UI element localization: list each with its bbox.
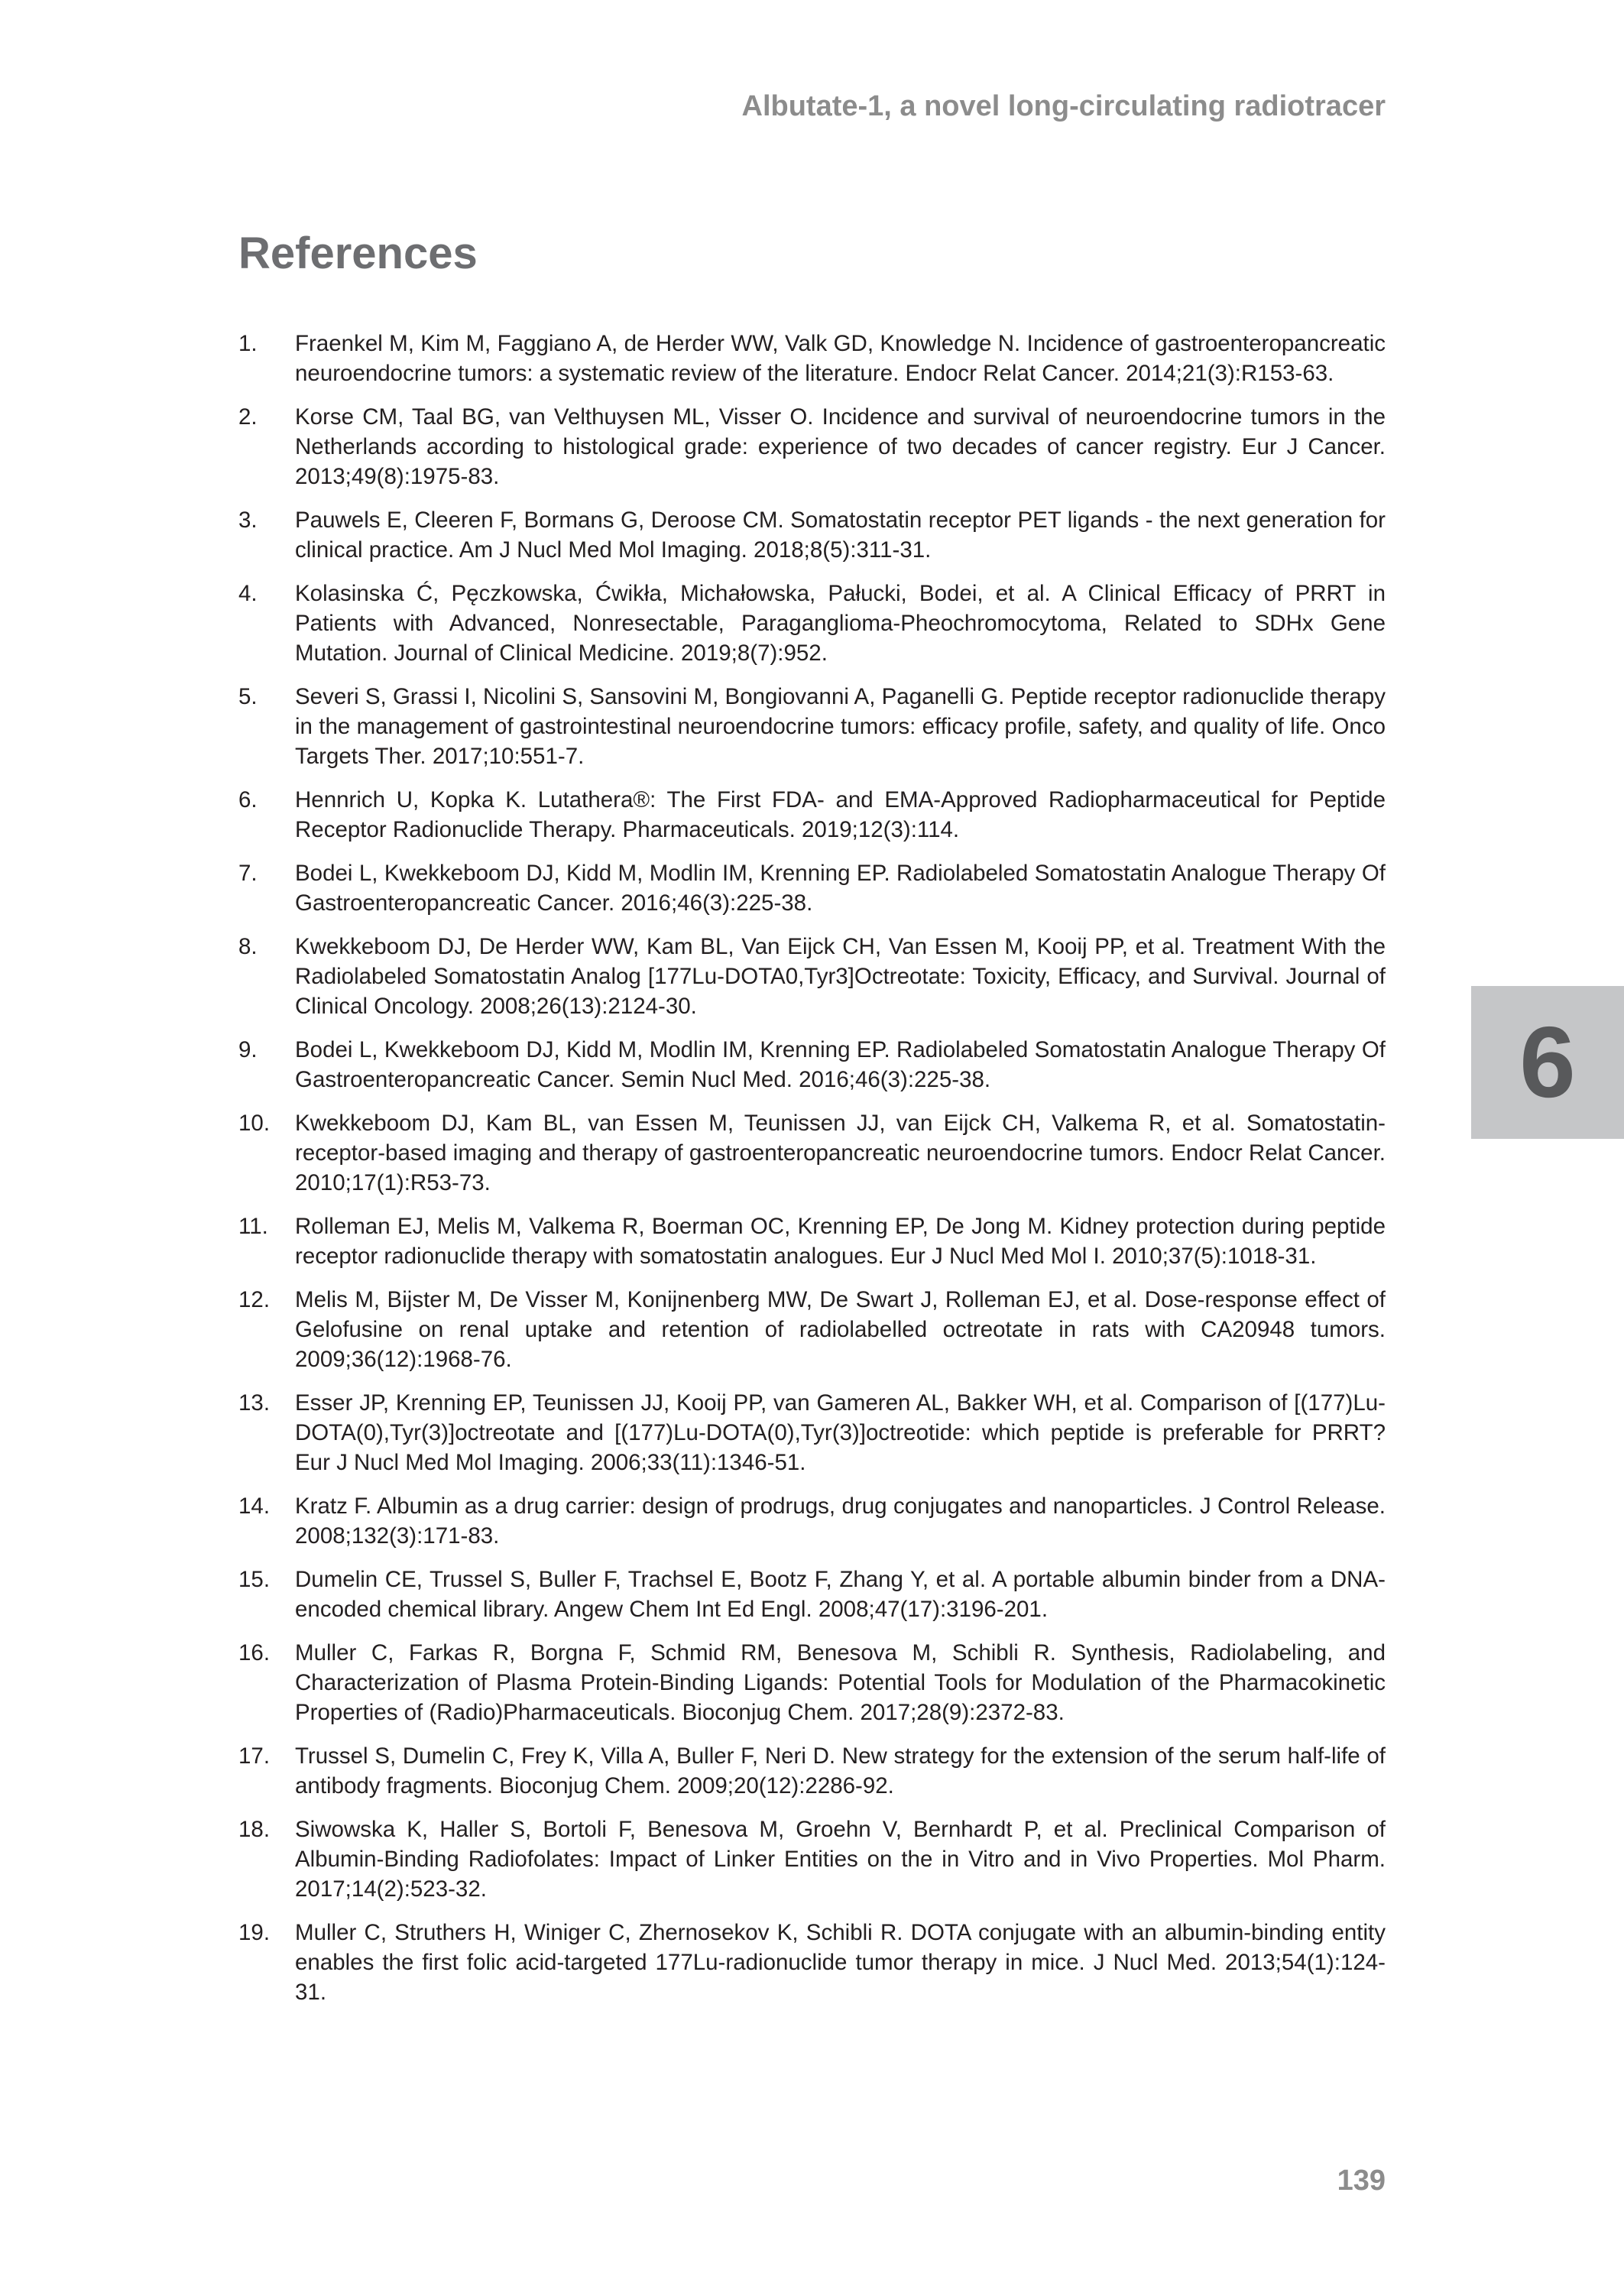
reference-text: Pauwels E, Cleeren F, Bormans G, Deroose CM. Somatostatin receptor PET ligands - the next generation for clinical practice. Am J Nucl Med Mol Imaging. 2018;8(5):311-31. (295, 508, 1386, 563)
chapter-number: 6 (1519, 1006, 1576, 1118)
reference-item (238, 1638, 1386, 1727)
reference-text: Rolleman EJ, Melis M, Valkema R, Boerman OC, Krenning EP, De Jong M. Kidney protection during peptide receptor radionuclide therapy with somatostatin analogues. Eur J Nucl Med Mol I. 2010;37(5):1018-31. (295, 1214, 1386, 1269)
reference-number: 10. (238, 1111, 271, 1136)
reference-text: Muller C, Farkas R, Borgna F, Schmid RM, Benesova M, Schibli R. Synthesis, Radiolabeling, and Characterization of Plasma Protein-Binding Ligands: Potential Tools for Modulation of the Pharmacokinetic Properties of (Radio)Pharmaceuticals. Bioconjug Chem. 2017;28(9):2372-83. (295, 1640, 1386, 1725)
reference-list (238, 329, 1386, 2021)
reference-text: Trussel S, Dumelin C, Frey K, Villa A, Buller F, Neri D. New strategy for the extension of the serum half-life of antibody fragments. Bioconjug Chem. 2009;20(12):2286-92. (295, 1743, 1386, 1798)
reference-item (238, 1741, 1386, 1801)
reference-item (238, 402, 1386, 491)
reference-item (238, 1388, 1386, 1477)
reference-text: Kratz F. Albumin as a drug carrier: design of prodrugs, drug conjugates and nanoparticles. J Control Release. 2008;132(3):171-83. (295, 1494, 1386, 1549)
reference-number: 9. (238, 1037, 258, 1062)
reference-number: 2. (238, 404, 258, 430)
running-header: Albutate-1, a novel long-circulating radiotracer (741, 90, 1386, 122)
reference-number: 16. (238, 1640, 271, 1665)
reference-item (238, 858, 1386, 918)
reference-item (238, 1285, 1386, 1374)
reference-text: Bodei L, Kwekkeboom DJ, Kidd M, Modlin IM, Krenning EP. Radiolabeled Somatostatin Analogue Therapy Of Gastroenteropancreatic Cancer. 2016;46(3):225-38. (295, 861, 1386, 916)
reference-number: 13. (238, 1390, 271, 1416)
reference-item (238, 1815, 1386, 1904)
page-number: 139 (1337, 2165, 1386, 2197)
reference-text: Hennrich U, Kopka K. Lutathera®: The First FDA- and EMA-Approved Radiopharmaceutical for Peptide Receptor Radionuclide Therapy. Pharmaceuticals. 2019;12(3):114. (295, 787, 1386, 842)
reference-item (238, 1211, 1386, 1271)
reference-item (238, 1565, 1386, 1624)
reference-item (238, 1491, 1386, 1551)
reference-item (238, 579, 1386, 668)
reference-text: Bodei L, Kwekkeboom DJ, Kidd M, Modlin IM, Krenning EP. Radiolabeled Somatostatin Analogue Therapy Of Gastroenteropancreatic Cancer. Semin Nucl Med. 2016;46(3):225-38. (295, 1037, 1386, 1092)
reference-number: 5. (238, 684, 258, 709)
reference-number: 4. (238, 581, 258, 606)
reference-number: 19. (238, 1920, 271, 1945)
reference-number: 8. (238, 934, 258, 959)
reference-text: Fraenkel M, Kim M, Faggiano A, de Herder WW, Valk GD, Knowledge N. Incidence of gastroenteropancreatic neuroendocrine tumors: a systematic review of the literature. Endocr Relat Cancer. 2014;21(3):R153-63. (295, 331, 1386, 386)
reference-number: 3. (238, 508, 258, 533)
reference-number: 1. (238, 331, 258, 356)
reference-text: Muller C, Struthers H, Winiger C, Zhernosekov K, Schibli R. DOTA conjugate with an albumin-binding entity enables the first folic acid-targeted 177Lu-radionuclide tumor therapy in mice. J Nucl Med. 2013;54(1):124-31. (295, 1920, 1386, 2005)
reference-text: Kolasinska Ć, Pęczkowska, Ćwikła, Michałowska, Pałucki, Bodei, et al. A Clinical Efficacy of PRRT in Patients with Advanced, Nonresectable, Paraganglioma-Pheochromocytoma, Related to SDHx Gene Mutation. Journal of Clinical Medicine. 2019;8(7):952. (295, 581, 1386, 666)
reference-text: Kwekkeboom DJ, Kam BL, van Essen M, Teunissen JJ, van Eijck CH, Valkema R, et al. Somatostatin-receptor-based imaging and therapy of gastroenteropancreatic neuroendocrine tumors. Endocr Relat Cancer. 2010;17(1):R53-73. (295, 1111, 1386, 1195)
reference-item (238, 1918, 1386, 2007)
reference-number: 14. (238, 1494, 271, 1519)
reference-text: Korse CM, Taal BG, van Velthuysen ML, Visser O. Incidence and survival of neuroendocrine tumors in the Netherlands according to histological grade: experience of two decades of cancer registry. Eur J Cancer. 2013;49(8):1975-83. (295, 404, 1386, 489)
reference-number: 6. (238, 787, 258, 812)
reference-number: 18. (238, 1817, 271, 1842)
reference-number: 15. (238, 1567, 271, 1592)
reference-number: 12. (238, 1287, 271, 1312)
reference-text: Siwowska K, Haller S, Bortoli F, Benesova M, Groehn V, Bernhardt P, et al. Preclinical Comparison of Albumin-Binding Radiofolates: Impact of Linker Entities on the in Vitro and in Vivo Properties. Mol Pharm. 2017;14(2):523-32. (295, 1817, 1386, 1902)
reference-item (238, 1108, 1386, 1198)
reference-text: Dumelin CE, Trussel S, Buller F, Trachsel E, Bootz F, Zhang Y, et al. A portable albumin binder from a DNA-encoded chemical library. Angew Chem Int Ed Engl. 2008;47(17):3196-201. (295, 1567, 1386, 1622)
reference-item (238, 682, 1386, 771)
page-title: References (238, 229, 478, 278)
reference-item (238, 932, 1386, 1021)
reference-number: 17. (238, 1743, 271, 1769)
reference-text: Melis M, Bijster M, De Visser M, Konijnenberg MW, De Swart J, Rolleman EJ, et al. Dose-response effect of Gelofusine on renal uptake and retention of radiolabelled octreotate in rats with CA20948 tumors. 2009;36(12):1968-76. (295, 1287, 1386, 1372)
reference-number: 11. (238, 1214, 268, 1239)
reference-item (238, 1035, 1386, 1095)
reference-item (238, 329, 1386, 388)
reference-text: Severi S, Grassi I, Nicolini S, Sansovini M, Bongiovanni A, Paganelli G. Peptide receptor radionuclide therapy in the management of gastrointestinal neuroendocrine tumors: efficacy profile, safety, and quality of life. Onco Targets Ther. 2017;10:551-7. (295, 684, 1386, 769)
reference-item (238, 505, 1386, 565)
reference-text: Esser JP, Krenning EP, Teunissen JJ, Kooij PP, van Gameren AL, Bakker WH, et al. Comparison of [(177)Lu-DOTA(0),Tyr(3)]octreotate and [(177)Lu-DOTA(0),Tyr(3)]octreotide: which peptide is preferable for PRRT? Eur J Nucl Med Mol Imaging. 2006;33(11):1346-51. (295, 1390, 1386, 1475)
reference-number: 7. (238, 861, 258, 886)
chapter-tab (1471, 986, 1624, 1139)
reference-text: Kwekkeboom DJ, De Herder WW, Kam BL, Van Eijck CH, Van Essen M, Kooij PP, et al. Treatment With the Radiolabeled Somatostatin Analog [177Lu-DOTA0,Tyr3]Octreotate: Toxicity, Efficacy, and Survival. Journal of Clinical Oncology. 2008;26(13):2124-30. (295, 934, 1386, 1019)
reference-item (238, 785, 1386, 845)
